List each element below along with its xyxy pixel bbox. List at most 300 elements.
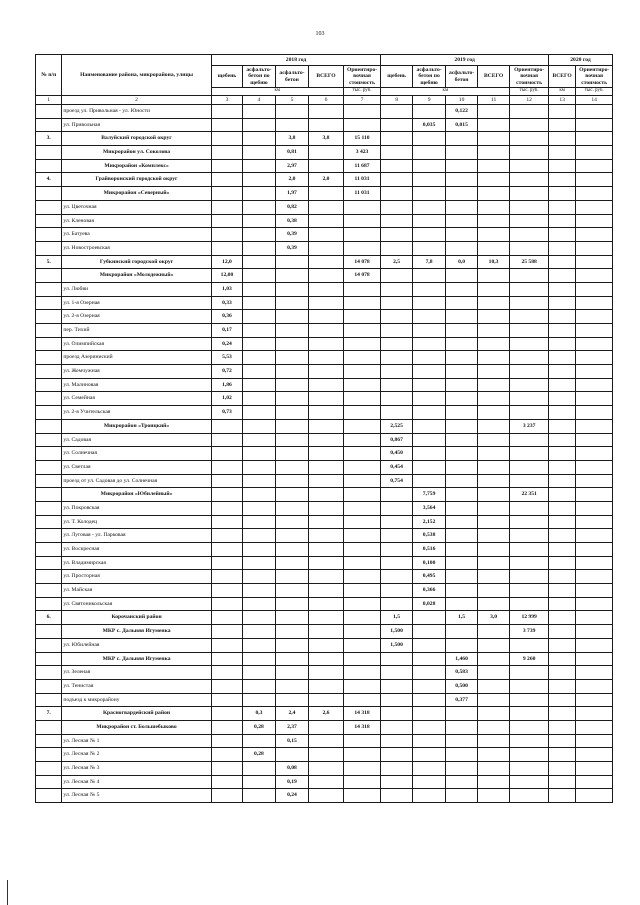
cell-value bbox=[548, 228, 575, 242]
row-number bbox=[36, 378, 62, 392]
row-number bbox=[36, 488, 62, 502]
cell-value bbox=[412, 720, 446, 734]
cell-value bbox=[381, 228, 412, 242]
cell-value bbox=[477, 296, 510, 310]
row-number bbox=[36, 310, 62, 324]
header-unit-cost-2018: тыс. руб. bbox=[343, 88, 381, 96]
cell-value bbox=[275, 488, 309, 502]
header-2019-asphalt: асфальто-бетон bbox=[446, 66, 477, 88]
cell-value bbox=[275, 378, 309, 392]
cell-value bbox=[343, 200, 381, 214]
cell-value bbox=[510, 679, 549, 693]
table-row bbox=[36, 351, 613, 365]
cell-value: 1,500 bbox=[381, 625, 412, 639]
row-number bbox=[36, 337, 62, 351]
cell-value bbox=[477, 146, 510, 160]
cell-value: 0,100 bbox=[412, 556, 446, 570]
cell-value bbox=[412, 748, 446, 762]
cell-value bbox=[477, 584, 510, 598]
cell-value bbox=[510, 159, 549, 173]
table-header bbox=[36, 55, 613, 105]
row-name: ул. Зеленая bbox=[62, 666, 211, 680]
cell-value bbox=[211, 159, 242, 173]
cell-value bbox=[243, 584, 276, 598]
cell-value: 2,5 bbox=[381, 255, 412, 269]
cell-value bbox=[510, 762, 549, 776]
cell-value bbox=[309, 241, 344, 255]
column-number: 9 bbox=[412, 96, 446, 105]
cell-value bbox=[309, 159, 344, 173]
row-name: ул. Лесная № 3 bbox=[62, 762, 211, 776]
cell-value bbox=[477, 447, 510, 461]
column-number: 13 bbox=[548, 96, 575, 105]
cell-value bbox=[477, 419, 510, 433]
cell-value bbox=[576, 543, 613, 557]
cell-value bbox=[343, 433, 381, 447]
cell-value: 1,5 bbox=[446, 611, 477, 625]
cell-value bbox=[211, 214, 242, 228]
header-year-2018: 2018 год bbox=[211, 55, 381, 66]
cell-value: 0,81 bbox=[275, 146, 309, 160]
cell-value bbox=[243, 282, 276, 296]
cell-value bbox=[211, 543, 242, 557]
cell-value bbox=[412, 337, 446, 351]
district-row bbox=[36, 132, 613, 146]
cell-value bbox=[477, 529, 510, 543]
cell-value bbox=[309, 200, 344, 214]
cell-value bbox=[446, 762, 477, 776]
cell-value bbox=[548, 488, 575, 502]
cell-value bbox=[477, 460, 510, 474]
cell-value bbox=[243, 378, 276, 392]
cell-value: 0,028 bbox=[412, 597, 446, 611]
cell-value bbox=[211, 775, 242, 789]
cell-value bbox=[343, 625, 381, 639]
cell-value bbox=[412, 474, 446, 488]
cell-value: 0,3 bbox=[243, 707, 276, 721]
cell-value: 14 078 bbox=[343, 255, 381, 269]
cell-value bbox=[412, 762, 446, 776]
cell-value bbox=[309, 638, 344, 652]
row-number bbox=[36, 679, 62, 693]
cell-value: 0,72 bbox=[211, 365, 242, 379]
cell-value bbox=[211, 173, 242, 187]
cell-value bbox=[548, 734, 575, 748]
row-number bbox=[36, 570, 62, 584]
cell-value bbox=[309, 187, 344, 201]
cell-value bbox=[412, 378, 446, 392]
cell-value: 0,39 bbox=[275, 241, 309, 255]
row-number: 5. bbox=[36, 255, 62, 269]
cell-value bbox=[412, 775, 446, 789]
cell-value bbox=[211, 570, 242, 584]
row-name: ул. Новостроевская bbox=[62, 241, 211, 255]
row-number bbox=[36, 296, 62, 310]
row-name: ул. Майская bbox=[62, 584, 211, 598]
cell-value bbox=[477, 556, 510, 570]
header-year-2019: 2019 год bbox=[381, 55, 549, 66]
cell-value bbox=[343, 556, 381, 570]
cell-value bbox=[412, 365, 446, 379]
row-name: ул. Лесная № 4 bbox=[62, 775, 211, 789]
cell-value bbox=[548, 173, 575, 187]
cell-value: 0,73 bbox=[211, 406, 242, 420]
cell-value bbox=[309, 118, 344, 132]
cell-value bbox=[381, 543, 412, 557]
row-name: ул. Лесная № 5 bbox=[62, 789, 211, 803]
cell-value: 0,754 bbox=[381, 474, 412, 488]
cell-value bbox=[243, 241, 276, 255]
cell-value bbox=[211, 187, 242, 201]
cell-value bbox=[309, 365, 344, 379]
cell-value bbox=[446, 269, 477, 283]
cell-value bbox=[381, 556, 412, 570]
cell-value bbox=[275, 337, 309, 351]
row-number bbox=[36, 433, 62, 447]
table-row bbox=[36, 433, 613, 447]
cell-value bbox=[211, 488, 242, 502]
row-name: Микрорайон ст. Большебыково bbox=[62, 720, 211, 734]
cell-value: 12,0 bbox=[211, 255, 242, 269]
cell-value bbox=[275, 310, 309, 324]
microdistrict-row bbox=[36, 146, 613, 160]
cell-value bbox=[381, 584, 412, 598]
cell-value bbox=[548, 214, 575, 228]
row-number bbox=[36, 638, 62, 652]
row-number bbox=[36, 652, 62, 666]
cell-value bbox=[446, 625, 477, 639]
row-name: пер. Тихий bbox=[62, 324, 211, 338]
cell-value bbox=[412, 460, 446, 474]
cell-value: 0,39 bbox=[275, 228, 309, 242]
cell-value bbox=[548, 392, 575, 406]
cell-value bbox=[412, 146, 446, 160]
header-2018-cost: Ориентиро-вочная стоимость bbox=[343, 66, 381, 88]
cell-value bbox=[343, 529, 381, 543]
cell-value bbox=[510, 214, 549, 228]
header-2019-gravel: щебень bbox=[381, 66, 412, 88]
cell-value bbox=[343, 789, 381, 803]
row-name: ул. 2-я Учительская bbox=[62, 406, 211, 420]
row-number bbox=[36, 228, 62, 242]
cell-value bbox=[576, 460, 613, 474]
cell-value bbox=[477, 625, 510, 639]
cell-value bbox=[576, 529, 613, 543]
row-number bbox=[36, 515, 62, 529]
cell-value bbox=[576, 556, 613, 570]
cell-value bbox=[309, 255, 344, 269]
cell-value bbox=[211, 132, 242, 146]
cell-value bbox=[343, 501, 381, 515]
cell-value bbox=[510, 501, 549, 515]
column-number: 10 bbox=[446, 96, 477, 105]
cell-value bbox=[381, 720, 412, 734]
cell-value bbox=[477, 105, 510, 119]
table-row bbox=[36, 748, 613, 762]
cell-value bbox=[477, 543, 510, 557]
cell-value bbox=[343, 679, 381, 693]
row-name: проезд ул. Привольная - ул. Юности bbox=[62, 105, 211, 119]
cell-value bbox=[343, 597, 381, 611]
cell-value bbox=[381, 173, 412, 187]
cell-value bbox=[477, 666, 510, 680]
cell-value bbox=[309, 625, 344, 639]
cell-value bbox=[446, 474, 477, 488]
cell-value bbox=[412, 228, 446, 242]
cell-value bbox=[477, 775, 510, 789]
cell-value: 0,19 bbox=[275, 775, 309, 789]
cell-value bbox=[576, 693, 613, 707]
cell-value: 5,53 bbox=[211, 351, 242, 365]
cell-value bbox=[211, 447, 242, 461]
margin-line bbox=[7, 880, 8, 905]
row-number bbox=[36, 762, 62, 776]
cell-value bbox=[275, 679, 309, 693]
cell-value bbox=[548, 118, 575, 132]
cell-value bbox=[381, 118, 412, 132]
cell-value bbox=[275, 447, 309, 461]
cell-value bbox=[309, 775, 344, 789]
cell-value bbox=[548, 748, 575, 762]
cell-value bbox=[576, 707, 613, 721]
cell-value bbox=[243, 447, 276, 461]
cell-value bbox=[510, 310, 549, 324]
row-name: МКР с. Дальняя Игуменка bbox=[62, 625, 211, 639]
cell-value bbox=[477, 173, 510, 187]
cell-value bbox=[211, 146, 242, 160]
header-2019-total: ВСЕГО bbox=[477, 66, 510, 88]
cell-value bbox=[309, 433, 344, 447]
cell-value bbox=[275, 543, 309, 557]
cell-value bbox=[381, 132, 412, 146]
cell-value bbox=[243, 734, 276, 748]
row-number bbox=[36, 720, 62, 734]
cell-value bbox=[275, 556, 309, 570]
cell-value bbox=[381, 337, 412, 351]
row-name: ул. Святоникольская bbox=[62, 597, 211, 611]
cell-value bbox=[343, 296, 381, 310]
column-number: 1 bbox=[36, 96, 62, 105]
cell-value bbox=[309, 789, 344, 803]
cell-value bbox=[343, 324, 381, 338]
cell-value bbox=[309, 460, 344, 474]
cell-value: 0,867 bbox=[381, 433, 412, 447]
cell-value bbox=[548, 159, 575, 173]
cell-value bbox=[309, 474, 344, 488]
microdistrict-row bbox=[36, 187, 613, 201]
table-row bbox=[36, 762, 613, 776]
cell-value bbox=[343, 611, 381, 625]
cell-value bbox=[275, 474, 309, 488]
cell-value bbox=[412, 625, 446, 639]
cell-value bbox=[412, 638, 446, 652]
cell-value bbox=[510, 187, 549, 201]
cell-value bbox=[576, 310, 613, 324]
cell-value: 0,500 bbox=[446, 679, 477, 693]
table-row bbox=[36, 282, 613, 296]
cell-value bbox=[548, 324, 575, 338]
cell-value bbox=[243, 365, 276, 379]
cell-value bbox=[477, 118, 510, 132]
cell-value bbox=[477, 241, 510, 255]
row-number bbox=[36, 460, 62, 474]
cell-value bbox=[381, 748, 412, 762]
cell-value bbox=[309, 570, 344, 584]
cell-value bbox=[446, 556, 477, 570]
row-name: ул. 2-я Озерная bbox=[62, 310, 211, 324]
cell-value bbox=[211, 679, 242, 693]
cell-value bbox=[412, 173, 446, 187]
cell-value bbox=[576, 584, 613, 598]
cell-value bbox=[381, 679, 412, 693]
cell-value bbox=[446, 447, 477, 461]
cell-value bbox=[477, 351, 510, 365]
cell-value bbox=[446, 775, 477, 789]
cell-value bbox=[243, 488, 276, 502]
row-number bbox=[36, 419, 62, 433]
row-name: ул. Цветочная bbox=[62, 200, 211, 214]
table-row bbox=[36, 228, 613, 242]
cell-value bbox=[381, 351, 412, 365]
cell-value: 0,28 bbox=[243, 720, 276, 734]
cell-value bbox=[548, 515, 575, 529]
cell-value bbox=[211, 734, 242, 748]
cell-value bbox=[211, 762, 242, 776]
cell-value bbox=[446, 214, 477, 228]
cell-value bbox=[343, 447, 381, 461]
cell-value bbox=[381, 378, 412, 392]
cell-value bbox=[275, 625, 309, 639]
cell-value: 1,86 bbox=[211, 378, 242, 392]
header-2020-cost: Ориентиро-вочная стоимость bbox=[576, 66, 613, 88]
row-number bbox=[36, 556, 62, 570]
cell-value bbox=[275, 529, 309, 543]
cell-value bbox=[510, 132, 549, 146]
cell-value bbox=[243, 529, 276, 543]
cell-value: 0,122 bbox=[446, 105, 477, 119]
cell-value bbox=[412, 241, 446, 255]
cell-value bbox=[211, 200, 242, 214]
row-name: ул. Владимирская bbox=[62, 556, 211, 570]
cell-value bbox=[548, 666, 575, 680]
cell-value bbox=[548, 419, 575, 433]
cell-value bbox=[412, 611, 446, 625]
cell-value bbox=[510, 734, 549, 748]
cell-value bbox=[412, 652, 446, 666]
cell-value bbox=[548, 255, 575, 269]
cell-value bbox=[576, 132, 613, 146]
row-name: Микрорайон «Юбилейный» bbox=[62, 488, 211, 502]
cell-value bbox=[412, 666, 446, 680]
cell-value bbox=[309, 406, 344, 420]
cell-value bbox=[510, 460, 549, 474]
column-number: 2 bbox=[62, 96, 211, 105]
table-row bbox=[36, 392, 613, 406]
table-row bbox=[36, 556, 613, 570]
cell-value bbox=[576, 488, 613, 502]
cell-value bbox=[510, 200, 549, 214]
cell-value bbox=[381, 666, 412, 680]
cell-value bbox=[275, 611, 309, 625]
row-name: Микрорайон «Северный» bbox=[62, 187, 211, 201]
cell-value bbox=[477, 488, 510, 502]
row-name: Корочанский район bbox=[62, 611, 211, 625]
cell-value bbox=[446, 324, 477, 338]
cell-value bbox=[243, 474, 276, 488]
cell-value bbox=[211, 501, 242, 515]
cell-value bbox=[446, 159, 477, 173]
cell-value bbox=[211, 433, 242, 447]
cell-value bbox=[510, 529, 549, 543]
cell-value bbox=[548, 543, 575, 557]
cell-value bbox=[548, 296, 575, 310]
cell-value bbox=[446, 419, 477, 433]
cell-value bbox=[576, 679, 613, 693]
table-row bbox=[36, 570, 613, 584]
cell-value bbox=[211, 515, 242, 529]
table-row bbox=[36, 296, 613, 310]
cell-value bbox=[446, 734, 477, 748]
cell-value bbox=[275, 282, 309, 296]
cell-value bbox=[548, 679, 575, 693]
cell-value bbox=[477, 228, 510, 242]
microdistrict-row bbox=[36, 652, 613, 666]
cell-value bbox=[211, 693, 242, 707]
cell-value bbox=[446, 597, 477, 611]
cell-value bbox=[477, 638, 510, 652]
cell-value bbox=[243, 762, 276, 776]
cell-value bbox=[446, 337, 477, 351]
row-name: ул. Лесная № 2 bbox=[62, 748, 211, 762]
district-row bbox=[36, 707, 613, 721]
cell-value bbox=[510, 324, 549, 338]
column-number: 12 bbox=[510, 96, 549, 105]
cell-value: 0,15 bbox=[275, 734, 309, 748]
row-name: Микрорайон «Комплекс» bbox=[62, 159, 211, 173]
cell-value bbox=[211, 652, 242, 666]
cell-value bbox=[548, 556, 575, 570]
row-name: Грайворонский городской округ bbox=[62, 173, 211, 187]
cell-value bbox=[381, 707, 412, 721]
cell-value bbox=[510, 543, 549, 557]
header-unit-km-2018: км bbox=[211, 88, 343, 96]
cell-value: 2,0 bbox=[309, 173, 344, 187]
cell-value bbox=[275, 105, 309, 119]
cell-value bbox=[343, 762, 381, 776]
cell-value bbox=[548, 132, 575, 146]
cell-value bbox=[510, 748, 549, 762]
cell-value: 2,6 bbox=[309, 707, 344, 721]
cell-value: 2,97 bbox=[275, 159, 309, 173]
cell-value: 0,377 bbox=[446, 693, 477, 707]
cell-value bbox=[243, 570, 276, 584]
cell-value bbox=[510, 146, 549, 160]
table-row bbox=[36, 378, 613, 392]
cell-value bbox=[309, 488, 344, 502]
cell-value: 2,4 bbox=[275, 707, 309, 721]
row-name: ул. Покровская bbox=[62, 501, 211, 515]
cell-value bbox=[548, 282, 575, 296]
cell-value: 0,28 bbox=[243, 748, 276, 762]
row-number: 6. bbox=[36, 611, 62, 625]
cell-value bbox=[381, 324, 412, 338]
cell-value bbox=[275, 515, 309, 529]
cell-value bbox=[275, 118, 309, 132]
cell-value: 22 351 bbox=[510, 488, 549, 502]
cell-value bbox=[309, 337, 344, 351]
cell-value: 7,759 bbox=[412, 488, 446, 502]
cell-value bbox=[548, 269, 575, 283]
